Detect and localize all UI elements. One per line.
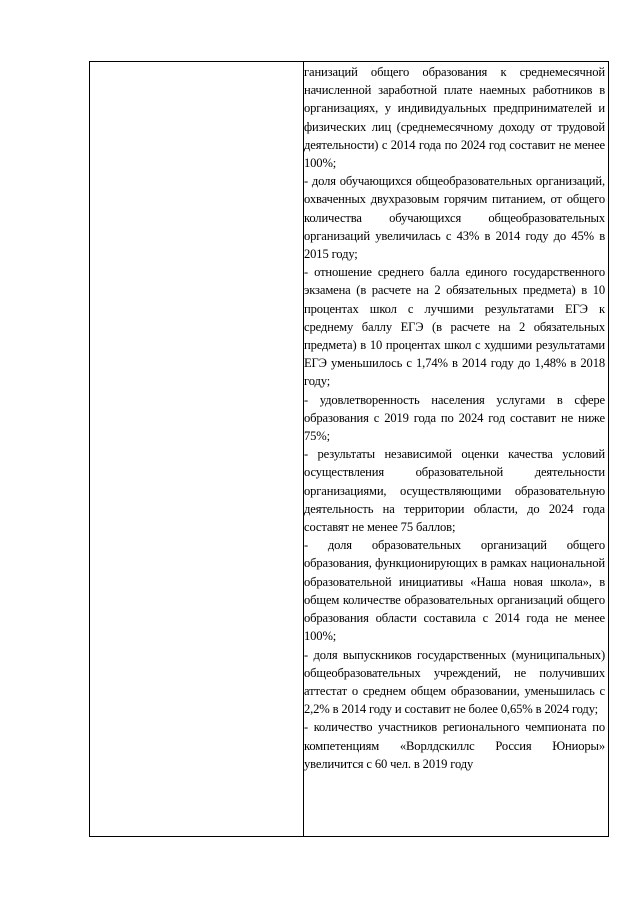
content-table <box>89 61 609 837</box>
left-column-cell <box>90 62 304 836</box>
paragraph-graduates: - доля выпускников государственных (муниципальных) общеобразовательных учреждений, не получивших аттестат о среднем общем образовании, уменьшилась с 2,2% в 2014 году и составит не более 0,65% в 2024 году; <box>304 647 605 717</box>
paragraph-satisfaction: - удовлетворенность населения услугами в сфере образования с 2019 года по 2024 год составит не ниже 75%; <box>304 392 605 444</box>
paragraph-worldskills: - количество участников регионального чемпионата по компетенциям «Ворлдскиллс Россия Юниоры» увеличится с 60 чел. в 2019 году <box>304 720 605 771</box>
paragraph-salary-ratio: ганизаций общего образования к среднемесячной начисленной заработной плате наемных работников в организациях, у индивидуальных предпринимателей и физических лиц (среднемесячному доходу от трудовой деятельности) с 2014 года по 2024 год составит не менее 100%; <box>304 65 605 171</box>
right-column-cell <box>304 63 605 836</box>
paragraph-independent-assessment: - результаты независимой оценки качества условий осуществления образовательной деятельности организациями, осуществляющими образовательную деятельность на территории области, до 2024 года составят не менее 75 баллов; <box>304 447 605 535</box>
paragraph-hot-meals: - доля обучающихся общеобразовательных организаций, охваченных двухразовым горячим питанием, от общего количества обучающихся общеобразовательных организаций увеличилась с 43% в 2014 году до 45% в 2015 году; <box>304 174 605 262</box>
paragraph-ege-ratio: - отношение среднего балла единого государственного экзамена (в расчете на 2 обязательных предмета) в 10 процентах школ с лучшими результатами ЕГЭ к среднему баллу ЕГЭ (в расчете на 2 обязательных предмета) в 10 процентах школ с худшими результатами ЕГЭ уменьшилось с 1,74% в 2014 году до 1,48% в 2018 году; <box>304 265 605 389</box>
paragraph-new-school: - доля образовательных организаций общего образования, функционирующих в рамках национальной образовательной инициативы «Наша новая школа», в общем количестве образовательных организаций общего образования области составила с 2014 года не менее 100%; <box>304 538 605 644</box>
